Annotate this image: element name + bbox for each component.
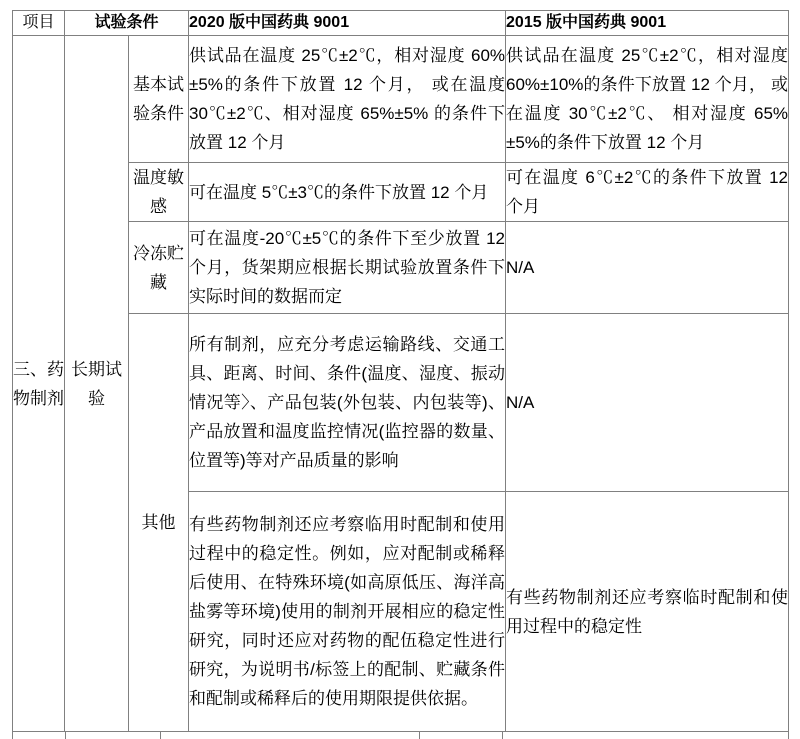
cell-item-group: 三、药物制剂 [13, 36, 65, 732]
cell-label-other: 其他 [129, 314, 189, 732]
cell-label-temp-sensitive: 温度敏感 [129, 163, 189, 222]
next-table-row-truncated [12, 732, 789, 739]
truncated-cell [420, 732, 503, 739]
cell-test-type: 长期试验 [65, 36, 129, 732]
header-cell-conditions: 试验条件 [65, 11, 189, 36]
table-row [13, 314, 789, 492]
table-row [13, 36, 789, 163]
cell-cp2020-other-transport: 所有制剂，应充分考虑运输路线、交通工具、距离、时间、条件(温度、湿度、振动情况等〉、产品包装(外包装、内包装等)、产品放置和温度监控情况(监控器的数量、位置等)等对产品质量的影响 [189, 314, 506, 492]
table-row [13, 222, 789, 314]
truncated-cell [13, 732, 66, 739]
truncated-cell [503, 732, 789, 739]
cell-cp2020-basic: 供试品在温度 25℃±2℃，相对湿度 60%±5%的条件下放置 12 个月， 或在温度 30℃±2℃、相对湿度 65%±5% 的条件下放置 12 个月 [189, 36, 506, 163]
truncated-cell [161, 732, 420, 739]
header-cell-cp2015: 2015 版中国药典 9001 [506, 11, 789, 36]
cell-cp2015-basic: 供试品在温度 25℃±2℃，相对湿度 60%±10%的条件下放置 12 个月， 或在温度 30℃±2℃、 相对湿度 65%±5%的条件下放置 12 个月 [506, 36, 789, 163]
cell-cp2020-frozen: 可在温度-20℃±5℃的条件下至少放置 12 个月，货架期应根据长期试验放置条件下实际时间的数据而定 [189, 222, 506, 314]
cell-cp2015-frozen: N/A [506, 222, 789, 314]
header-cell-cp2020: 2020 版中国药典 9001 [189, 11, 506, 36]
pharmacopoeia-comparison-table [12, 10, 789, 732]
table-header-row [13, 11, 789, 36]
cell-cp2015-other-transport: N/A [506, 314, 789, 492]
cell-cp2015-temp-sensitive: 可在温度 6℃±2℃的条件下放置 12 个月 [506, 163, 789, 222]
cell-label-basic: 基本试验条件 [129, 36, 189, 163]
table-row [13, 163, 789, 222]
truncated-cell [66, 732, 161, 739]
cell-cp2020-other-clinical: 有些药物制剂还应考察临用时配制和使用过程中的稳定性。例如，应对配制或稀释后使用、在特殊环境(如高原低压、海洋高盐雾等环境)使用的制剂开展相应的稳定性研究，同时还应对药物的配伍稳定性进行研究，为说明书/标签上的配制、贮藏条件和配制或稀释后的使用期限提供依据。 [189, 492, 506, 732]
table-row [13, 732, 789, 739]
cell-cp2015-other-clinical: 有些药物制剂还应考察临时配制和使用过程中的稳定性 [506, 492, 789, 732]
cell-label-frozen: 冷冻贮藏 [129, 222, 189, 314]
cell-cp2020-temp-sensitive: 可在温度 5℃±3℃的条件下放置 12 个月 [189, 163, 506, 222]
header-cell-item: 项目 [13, 11, 65, 36]
